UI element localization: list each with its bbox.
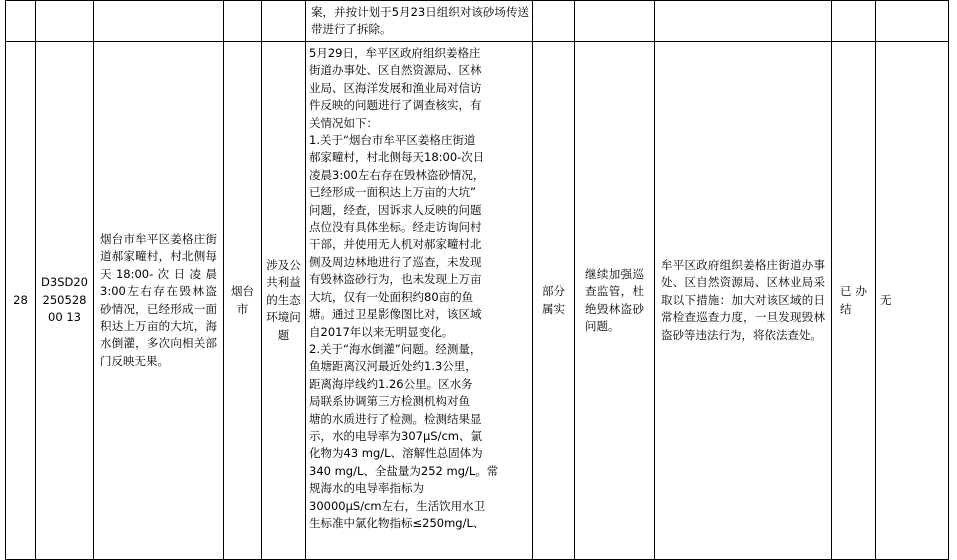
result-line: 已经形成一面积达上万亩的大坑” — [309, 185, 476, 200]
status: 已办结 — [832, 42, 876, 560]
case-id: D3SD2025052800 13 — [36, 42, 94, 560]
is-true: 部分属实 — [533, 42, 575, 560]
result-line: 5月29日，牟平区政府组织姜格庄 — [309, 46, 481, 60]
result-line: 鱼塘距离汉河最近处约1.3公里， — [309, 359, 477, 374]
result-line: 侧及周边林地进行了巡查，未发现 — [309, 254, 482, 269]
result-line: 街道办事处、区自然资源局、区林 — [309, 63, 482, 78]
rectification: 继续加强巡查监管，杜绝毁林盗砂问题。 — [575, 42, 655, 560]
result-line: 大坑，仅有一处面积约80亩的鱼 — [309, 289, 474, 304]
result-line: 30000μS/cm左右，生活饮用水卫 — [309, 498, 486, 513]
result-line: 2.关于“海水倒灌”问题。经测量， — [309, 341, 482, 356]
result-continued-text: 案，并按计划于5月23日组织对该砂场传送带进行了拆除。 — [311, 4, 529, 36]
row-number: 28 — [6, 42, 36, 560]
accountability: 牟平区政府组织姜格庄街道办事处、区自然资源局、区林业局采取以下措施：加大对该区域的日常检查巡查力度，一旦发现毁林盗砂等违法行为，将依法查处。 — [655, 42, 832, 560]
result-line: 自2017年以来无明显变化。 — [309, 324, 454, 339]
result-line: 1.关于“烟台市牟平区姜格庄街道 — [309, 133, 476, 148]
result-line: 件反映的问题进行了调查核实，有 — [309, 98, 482, 113]
result-line: 340 mg/L、全盐量为252 mg/L。常 — [309, 463, 499, 478]
remark: 无 — [876, 42, 949, 560]
pollution-type: 涉及公共利益的生态环境问题 — [262, 42, 306, 560]
result-line: 凌晨3:00左右存在毁林盗砂情况， — [309, 167, 485, 182]
complaint-content: 烟台市牟平区姜格庄街道郝家疃村，村北侧每天18:00-次日凌晨3:00左右存在毁林盗砂情况，已经形成一面积达上万亩的大坑，海水倒灌，多次向相关部门反映无果。 — [94, 42, 224, 560]
result-line: 生标准中氯化物指标≤250mg/L、 — [309, 515, 485, 530]
result-line: 问题，经查，因诉求人反映的问题 — [309, 202, 482, 217]
result-line: 有毁林盗砂行为，也未发现上万亩 — [309, 272, 482, 287]
result-line: 规海水的电导率指标为 — [309, 481, 424, 496]
result-line: 距离海岸线约1.26公里。区水务 — [309, 376, 473, 391]
result-line: 郝家疃村，村北侧每天18:00-次日 — [309, 150, 485, 165]
table-row — [6, 42, 949, 560]
result-line: 业局、区海洋发展和渔业局对信访 — [309, 80, 482, 95]
table-row — [6, 1, 949, 42]
investigation-result-lines — [309, 45, 529, 532]
result-line: 干部，并使用无人机对郝家疃村北 — [309, 237, 482, 252]
result-line: 关情况如下： — [309, 115, 378, 130]
investigation-result — [306, 42, 533, 560]
result-line: 化物为43 mg/L、溶解性总固体为 — [309, 446, 483, 461]
result-line: 点位没有具体坐标。经走访询问村 — [309, 220, 482, 235]
petition-table — [5, 0, 949, 560]
result-line: 示，水的电导率为307μS/cm、氯 — [309, 428, 482, 443]
result-line: 塘。通过卫星影像图比对，该区域 — [309, 307, 482, 322]
result-line: 局联系协调第三方检测机构对鱼 — [309, 394, 470, 409]
result-line: 塘的水质进行了检测。检测结果显 — [309, 411, 482, 426]
city: 烟台市 — [224, 42, 262, 560]
